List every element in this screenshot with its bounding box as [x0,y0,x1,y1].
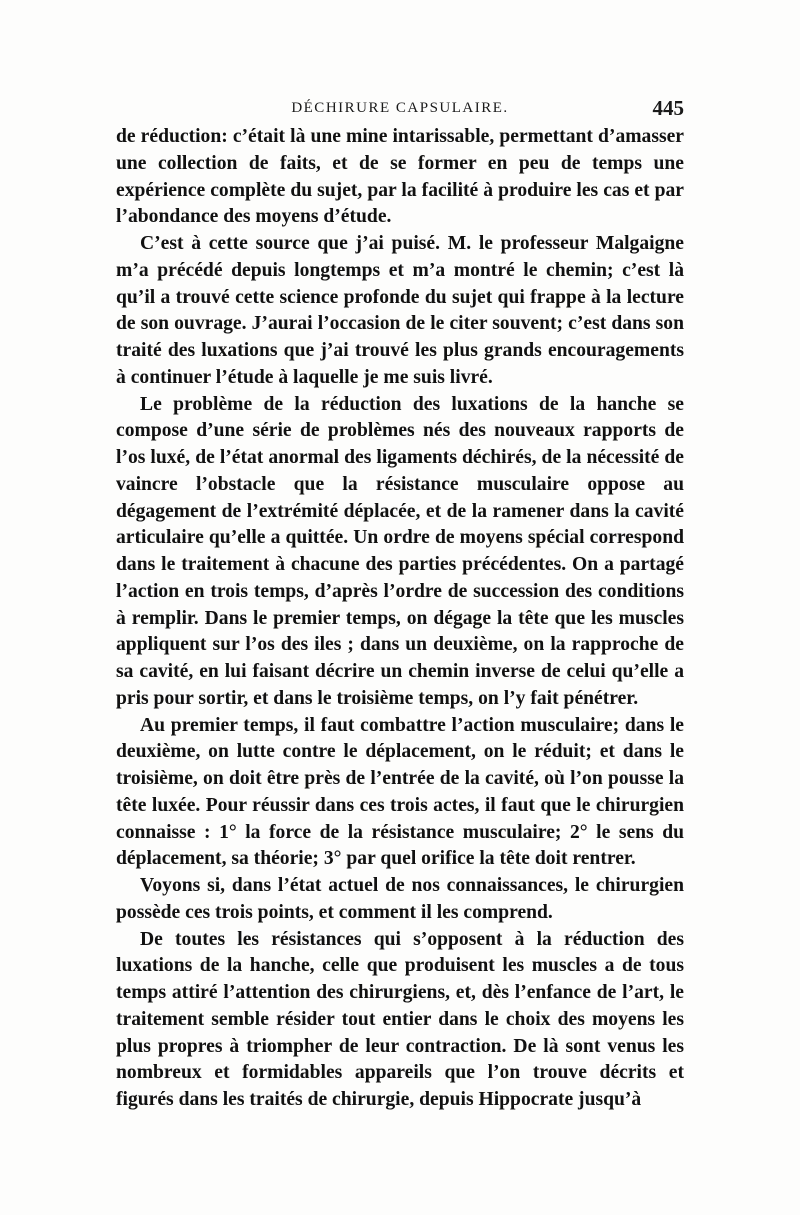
paragraph: C’est à cette source que j’ai puisé. M. le professeur Malgaigne m’a précédé depuis longtemps et m’a montré le chemin; c’est là qu’il a trouvé cette science profonde du sujet qui frappe à la lecture de son ouvrage. J’aurai l’occasion de le citer souvent; c’est dans son traité des luxations que j’ai trouvé les plus grands encouragements à continuer l’étude à laquelle je me suis livré. [116,233,684,388]
paragraph: Le problème de la réduction des luxations de la hanche se compose d’une série de problèmes nés des nouveaux rapports de l’os luxé, de l’état anormal des ligaments déchirés, de la nécessité de vaincre l’obstacle que la résistance musculaire oppose au dégagement de l’extrémité déplacée, et de la ramener dans la cavité articulaire qu’elle a quittée. Un ordre de moyens spécial correspond dans le traitement à chacune des parties précédentes. On a partagé l’action en trois temps, d’après l’ordre de succession des conditions à remplir. Dans le premier temps, on dégage la tête que les muscles appliquent sur l’os des iles ; dans un deuxième, on la rapproche de sa cavité, en lui faisant décrire un chemin inverse de celui qu’elle a pris pour sortir, et dans le troisième temps, on l’y fait pénétrer. [116,393,684,709]
paragraph: Au premier temps, il faut combattre l’action musculaire; dans le deuxième, on lutte contre le déplacement, on le réduit; et dans le troisième, on doit être près de l’entrée de la cavité, où l’on pousse la tête luxée. Pour réussir dans ces trois actes, il faut que le chirurgien connaisse : 1° la force de la résistance musculaire; 2° le sens du déplacement, sa théorie; 3° par quel orifice la tête doit rentrer. [116,714,684,870]
running-title: DÉCHIRURE CAPSULAIRE. [291,100,509,116]
paragraph: De toutes les résistances qui s’opposent à la réduction des luxations de la hanche, celle que produisent les muscles a de tous temps attiré l’attention des chirurgiens, et, dès l’enfance de l’art, le traitement semble résider tout entier dans le choix des moyens les plus propres à triompher de leur contraction. De là sont venus les nombreux et formidables appareils que l’on trouve décrits et figurés dans les traités de chirurgie, depuis Hippocrate jusqu’à [116,928,684,1110]
page-number: 445 [652,96,684,120]
running-head [116,96,684,122]
paragraph: de réduction: c’était là une mine intarissable, permettant d’amasser une collection de faits, et de se former en peu de temps une expérience complète du sujet, par la facilité à produire les cas et par l’abondance des moyens d’étude. [116,126,684,228]
paragraph: Voyons si, dans l’état actuel de nos connaissances, le chirurgien possède ces trois points, et comment il les comprend. [116,875,684,923]
body-text [116,124,684,1114]
